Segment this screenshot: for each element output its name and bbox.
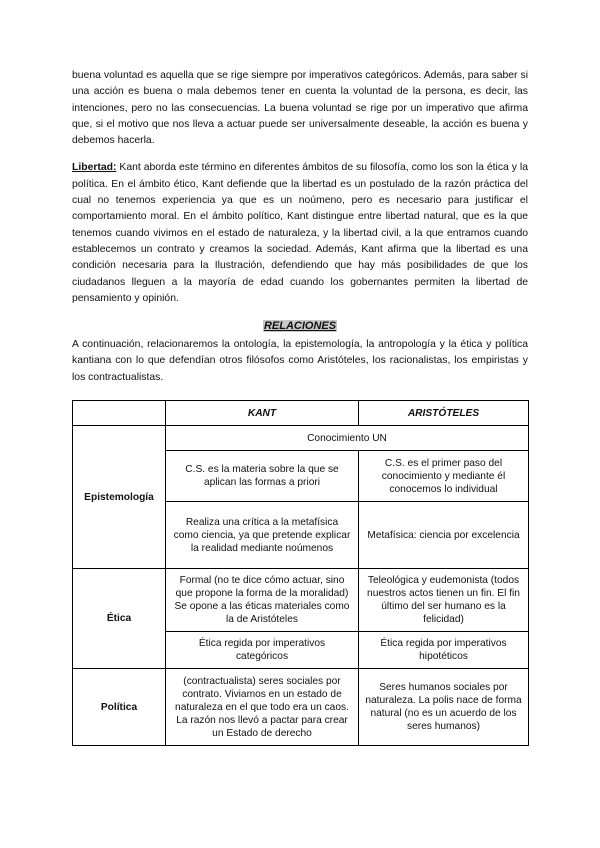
table-row	[73, 669, 529, 746]
row-label-etica: Ética	[73, 569, 166, 669]
relaciones-heading	[72, 319, 528, 333]
intro-paragraph: buena voluntad es aquella que se rige siempre por imperativos categóricos. Además, para saber si una acción es buena o mala debemos tener en cuenta la voluntad de la persona, es decir, las intenciones, pero no las consecuencias. La buena voluntad se rige por un imperativo que afirma que, si el motivo que nos lleva a actuar puede ser universalmente deseable, la acción es buena y debemos hacerla.	[72, 70, 528, 147]
header-aristoteles: ARISTÓTELES	[359, 401, 529, 426]
table-cell: Ética regida por imperativos categóricos	[166, 632, 359, 669]
relaciones-heading-text: RELACIONES	[263, 320, 337, 333]
header-empty	[73, 401, 166, 426]
table-cell: Seres humanos sociales por naturaleza. La polis nace de forma natural (no es un acuerdo de los seres humanos)	[359, 669, 529, 746]
table-cell: Ética regida por imperativos hipotéticos	[359, 632, 529, 669]
row-label-politica: Política	[73, 669, 166, 746]
table-cell: Teleológica y eudemonista (todos nuestros actos tienen un fin. El fin último del ser humano es la felicidad)	[359, 569, 529, 632]
libertad-paragraph	[72, 160, 528, 307]
table-cell: Conocimiento UN	[166, 426, 529, 451]
table-cell: (contractualista) seres sociales por contrato. Viviamos en un estado de naturaleza en el que todo era un caos. La razón nos llevó a pactar para crear un Estado de derecho	[166, 669, 359, 746]
libertad-text: Kant aborda este término en diferentes ámbitos de su filosofía, como los son la ética y la política. En el ámbito ético, Kant defiende que la libertad es un postulado de la razón práctica del cual no tenemos experiencia ya que es un noúmeno, pero es necesario para justificar el comportamiento moral. En el ámbito político, Kant distingue entre libertad natural, que es la que tenemos cuando vivimos en el estado de naturaleza, y la libertad civil, a la que entramos cuando establecemos un contrato y creamos la sociedad. Además, Kant afirma que la libertad es una condición necesaria para la Ilustración, defendiendo que hay más posibilidades de que los ciudadanos lleguen a la mayoría de edad cuando los gobernantes permiten la libertad de pensamiento y opinión.	[72, 162, 528, 304]
table-cell: C.S. es la materia sobre la que se aplican las formas a priori	[166, 451, 359, 502]
table-cell: C.S. es el primer paso del conocimiento y mediante él conocemos lo individual	[359, 451, 529, 502]
libertad-term: Libertad:	[72, 162, 117, 174]
table-row	[73, 426, 529, 451]
document-page	[72, 68, 528, 746]
table-cell: Realiza una crítica a la metafísica como ciencia, ya que pretende explicar la realidad mediante noúmenos	[166, 502, 359, 569]
header-kant: KANT	[166, 401, 359, 426]
table-cell: Formal (no te dice cómo actuar, sino que propone la forma de la moralidad) Se opone a las éticas materiales como la de Aristóteles	[166, 569, 359, 632]
table-row	[73, 569, 529, 632]
row-label-epistemologia: Epistemología	[73, 426, 166, 569]
comparison-table	[72, 400, 529, 746]
relaciones-intro: A continuación, relacionaremos la ontología, la epistemología, la antropología y la ética y política kantiana con lo que defendían otros filósofos como Aristóteles, los racionalistas, los empiristas y los contractualistas.	[72, 339, 528, 383]
table-header-row	[73, 401, 529, 426]
table-cell: Metafísica: ciencia por excelencia	[359, 502, 529, 569]
